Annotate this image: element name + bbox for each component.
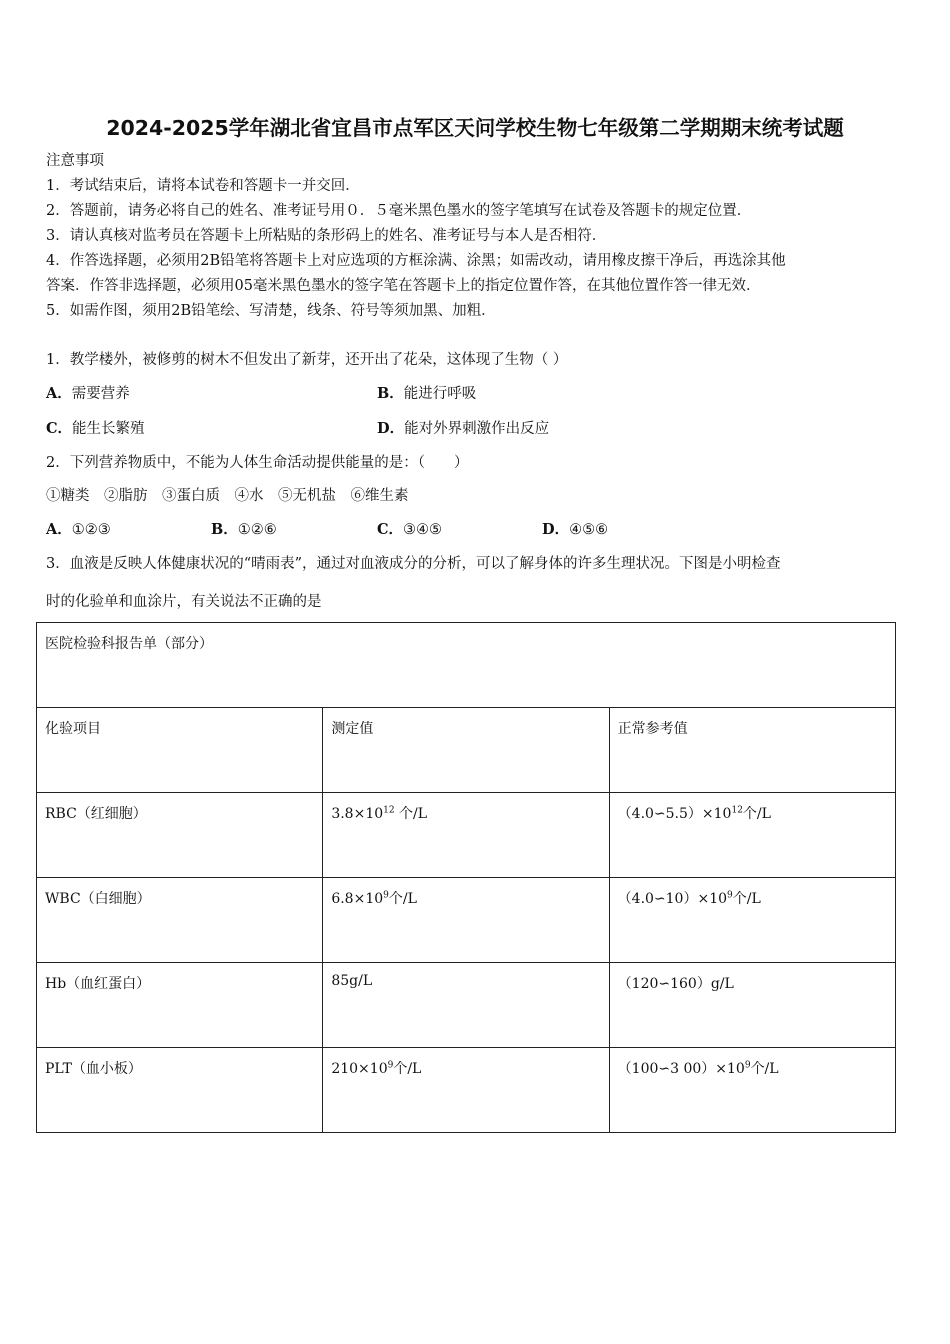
header-reference: 正常参考值 [609, 708, 895, 793]
cell-item: RBC（红细胞） [37, 793, 323, 878]
cell-reference: $(4.0∽10)\times 10^9$个/L [609, 878, 895, 963]
notice-heading: 注意事项 [46, 153, 104, 169]
question-3-stem: 3．血液是反映人体健康状况的“晴雨表”，通过对血液成分的分析，可以了解身体的许多生理状况。下图是小明检查 [46, 556, 781, 572]
table-row [37, 878, 896, 963]
q1-option-a: A．需要营养 [46, 385, 130, 402]
cell-item: PLT（血小板） [37, 1048, 323, 1133]
question-2-items: ①糖类 ②脂肪 ③蛋白质 ④水 ⑤无机盐 ⑥维生素 [46, 488, 409, 504]
report-caption-row [37, 623, 896, 708]
notice-item: 答案．作答非选择题，必须用05毫米黑色墨水的签字笔在答题卡上的指定位置作答，在其他位置作答一律无效． [46, 278, 761, 294]
header-value: 测定值 [323, 708, 609, 793]
table-row [37, 1048, 896, 1133]
notice-item: 1．考试结束后，请将本试卷和答题卡一并交回． [46, 178, 360, 194]
header-item: 化验项目 [37, 708, 323, 793]
q1-option-b: B．能进行呼吸 [377, 385, 477, 402]
notice-item: 2．答题前，请务必将自己的姓名、准考证号用０．５毫米黑色墨水的签字笔填写在试卷及答题卡的规定位置． [46, 203, 752, 219]
notice-item: 3．请认真核对监考员在答题卡上所粘贴的条形码上的姓名、准考证号与本人是否相符． [46, 228, 607, 244]
cell-reference: $(4.0∽5.5)\times 10^{12}$个/L [609, 793, 895, 878]
cell-item: Hb（血红蛋白） [37, 963, 323, 1048]
q1-option-d: D．能对外界刺激作出反应 [377, 420, 550, 437]
q2-option-d: D．④⑤⑥ [542, 521, 609, 538]
report-header-row [37, 708, 896, 793]
lab-report-table [36, 622, 896, 1133]
cell-value: $6.8\times 10^9$个/L [323, 878, 609, 963]
q2-option-a: A．①②③ [46, 521, 111, 538]
table-row [37, 963, 896, 1048]
question-1-stem: 1．教学楼外，被修剪的树木不但发出了新芽，还开出了花朵，这体现了生物（ ） [46, 352, 568, 368]
cell-value: 85g/L [323, 963, 609, 1048]
cell-item: WBC（白细胞） [37, 878, 323, 963]
question-2-stem: 2．下列营养物质中，不能为人体生命活动提供能量的是：（ ） [46, 455, 469, 471]
report-caption: 医院检验科报告单（部分） [37, 623, 896, 708]
question-3-stem-cont: 时的化验单和血涂片，有关说法不正确的是 [46, 594, 322, 610]
q2-option-b: B．①②⑥ [211, 521, 277, 538]
cell-value: $210\times 10^9$个/L [323, 1048, 609, 1133]
notice-item: 5．如需作图，须用2B铅笔绘、写清楚，线条、符号等须加黑、加粗． [46, 303, 496, 319]
q1-option-c: C．能生长繁殖 [46, 420, 145, 437]
cell-reference: （100∽3 $00)\times 10^9$个/L [609, 1048, 895, 1133]
cell-value: $3.8\times 10^{12}$ 个/L [323, 793, 609, 878]
page-title: 2024-2025学年湖北省宜昌市点军区天问学校生物七年级第二学期期末统考试题 [106, 116, 844, 140]
table-row [37, 793, 896, 878]
cell-reference: （120∽160）g/L [609, 963, 895, 1048]
notice-item: 4．作答选择题，必须用2B铅笔将答题卡上对应选项的方框涂满、涂黑；如需改动，请用橡皮擦干净后，再选涂其他 [46, 253, 786, 269]
q2-option-c: C．③④⑤ [377, 521, 443, 538]
